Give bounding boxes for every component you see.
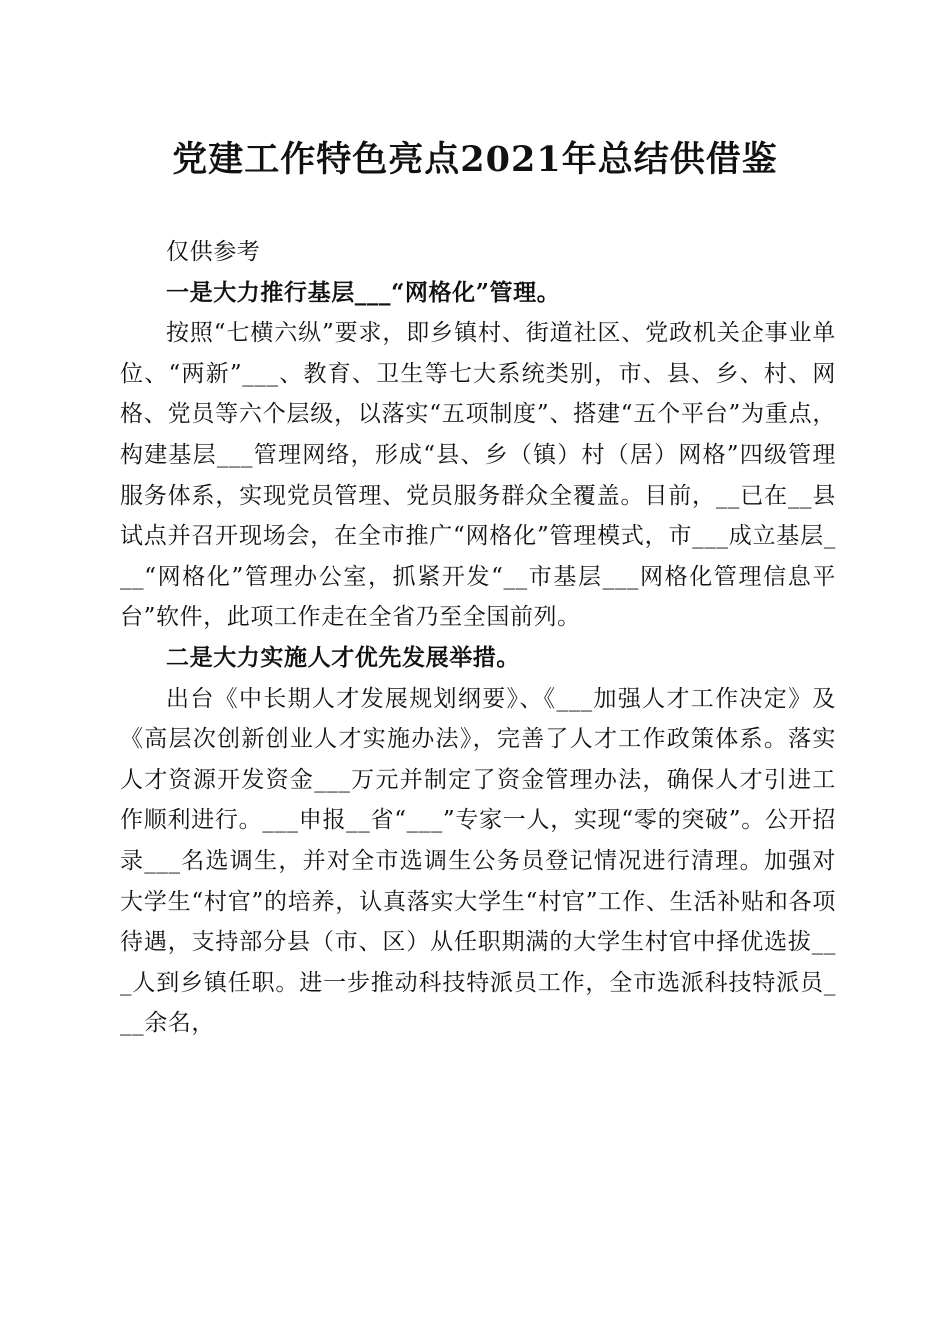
document-title: 党建工作特色亮点2021年总结供借鉴 xyxy=(172,139,778,180)
document-body xyxy=(120,232,836,1044)
section-heading-grid-management: 一是大力推行基层___“网格化”管理。 xyxy=(166,278,561,306)
section-heading-talent: 二是大力实施人才优先发展举措。 xyxy=(166,643,520,671)
reference-note: 仅供参考 xyxy=(166,239,261,265)
paragraph-talent: 出台《中长期人才发展规划纲要》、《___加强人才工作决定》及《高层次创新创业人才实施办法》，完善了人才工作政策体系。落实人才资源开发资金___万元并制定了资金管理办法，确保人才引进工作顺利进行。___申报__省“___”专家一人，实现“零的突破”。公开招录___名选调生，并对全市选调生公务员登记情况进行清理。加强对大学生“村官”的培养，认真落实大学生“村官”工作、生活补贴和各项待遇，支持部分县（市、区）从任职期满的大学生村官中择优选拔___人到乡镇任职。进一步推动科技特派员工作，全市选派科技特派员___余名， xyxy=(120,685,836,1037)
paragraph-grid-management: 按照“七横六纵”要求，即乡镇村、街道社区、党政机关企事业单位、“两新”___、教育、卫生等七大系统类别，市、县、乡、村、网格、党员等六个层级，以落实“五项制度”、搭建“五个平台”为重点，构建基层___管理网络，形成“县、乡（镇）村（居）网格”四级管理服务体系，实现党员管理、党员服务群众全覆盖。目前，__已在__县试点并召开现场会，在全市推广“网格化”管理模式，市___成立基层___“网格化”管理办公室，抓紧开发“__市基层___网格化管理信息平台”软件，此项工作走在全省乃至全国前列。 xyxy=(120,320,836,631)
